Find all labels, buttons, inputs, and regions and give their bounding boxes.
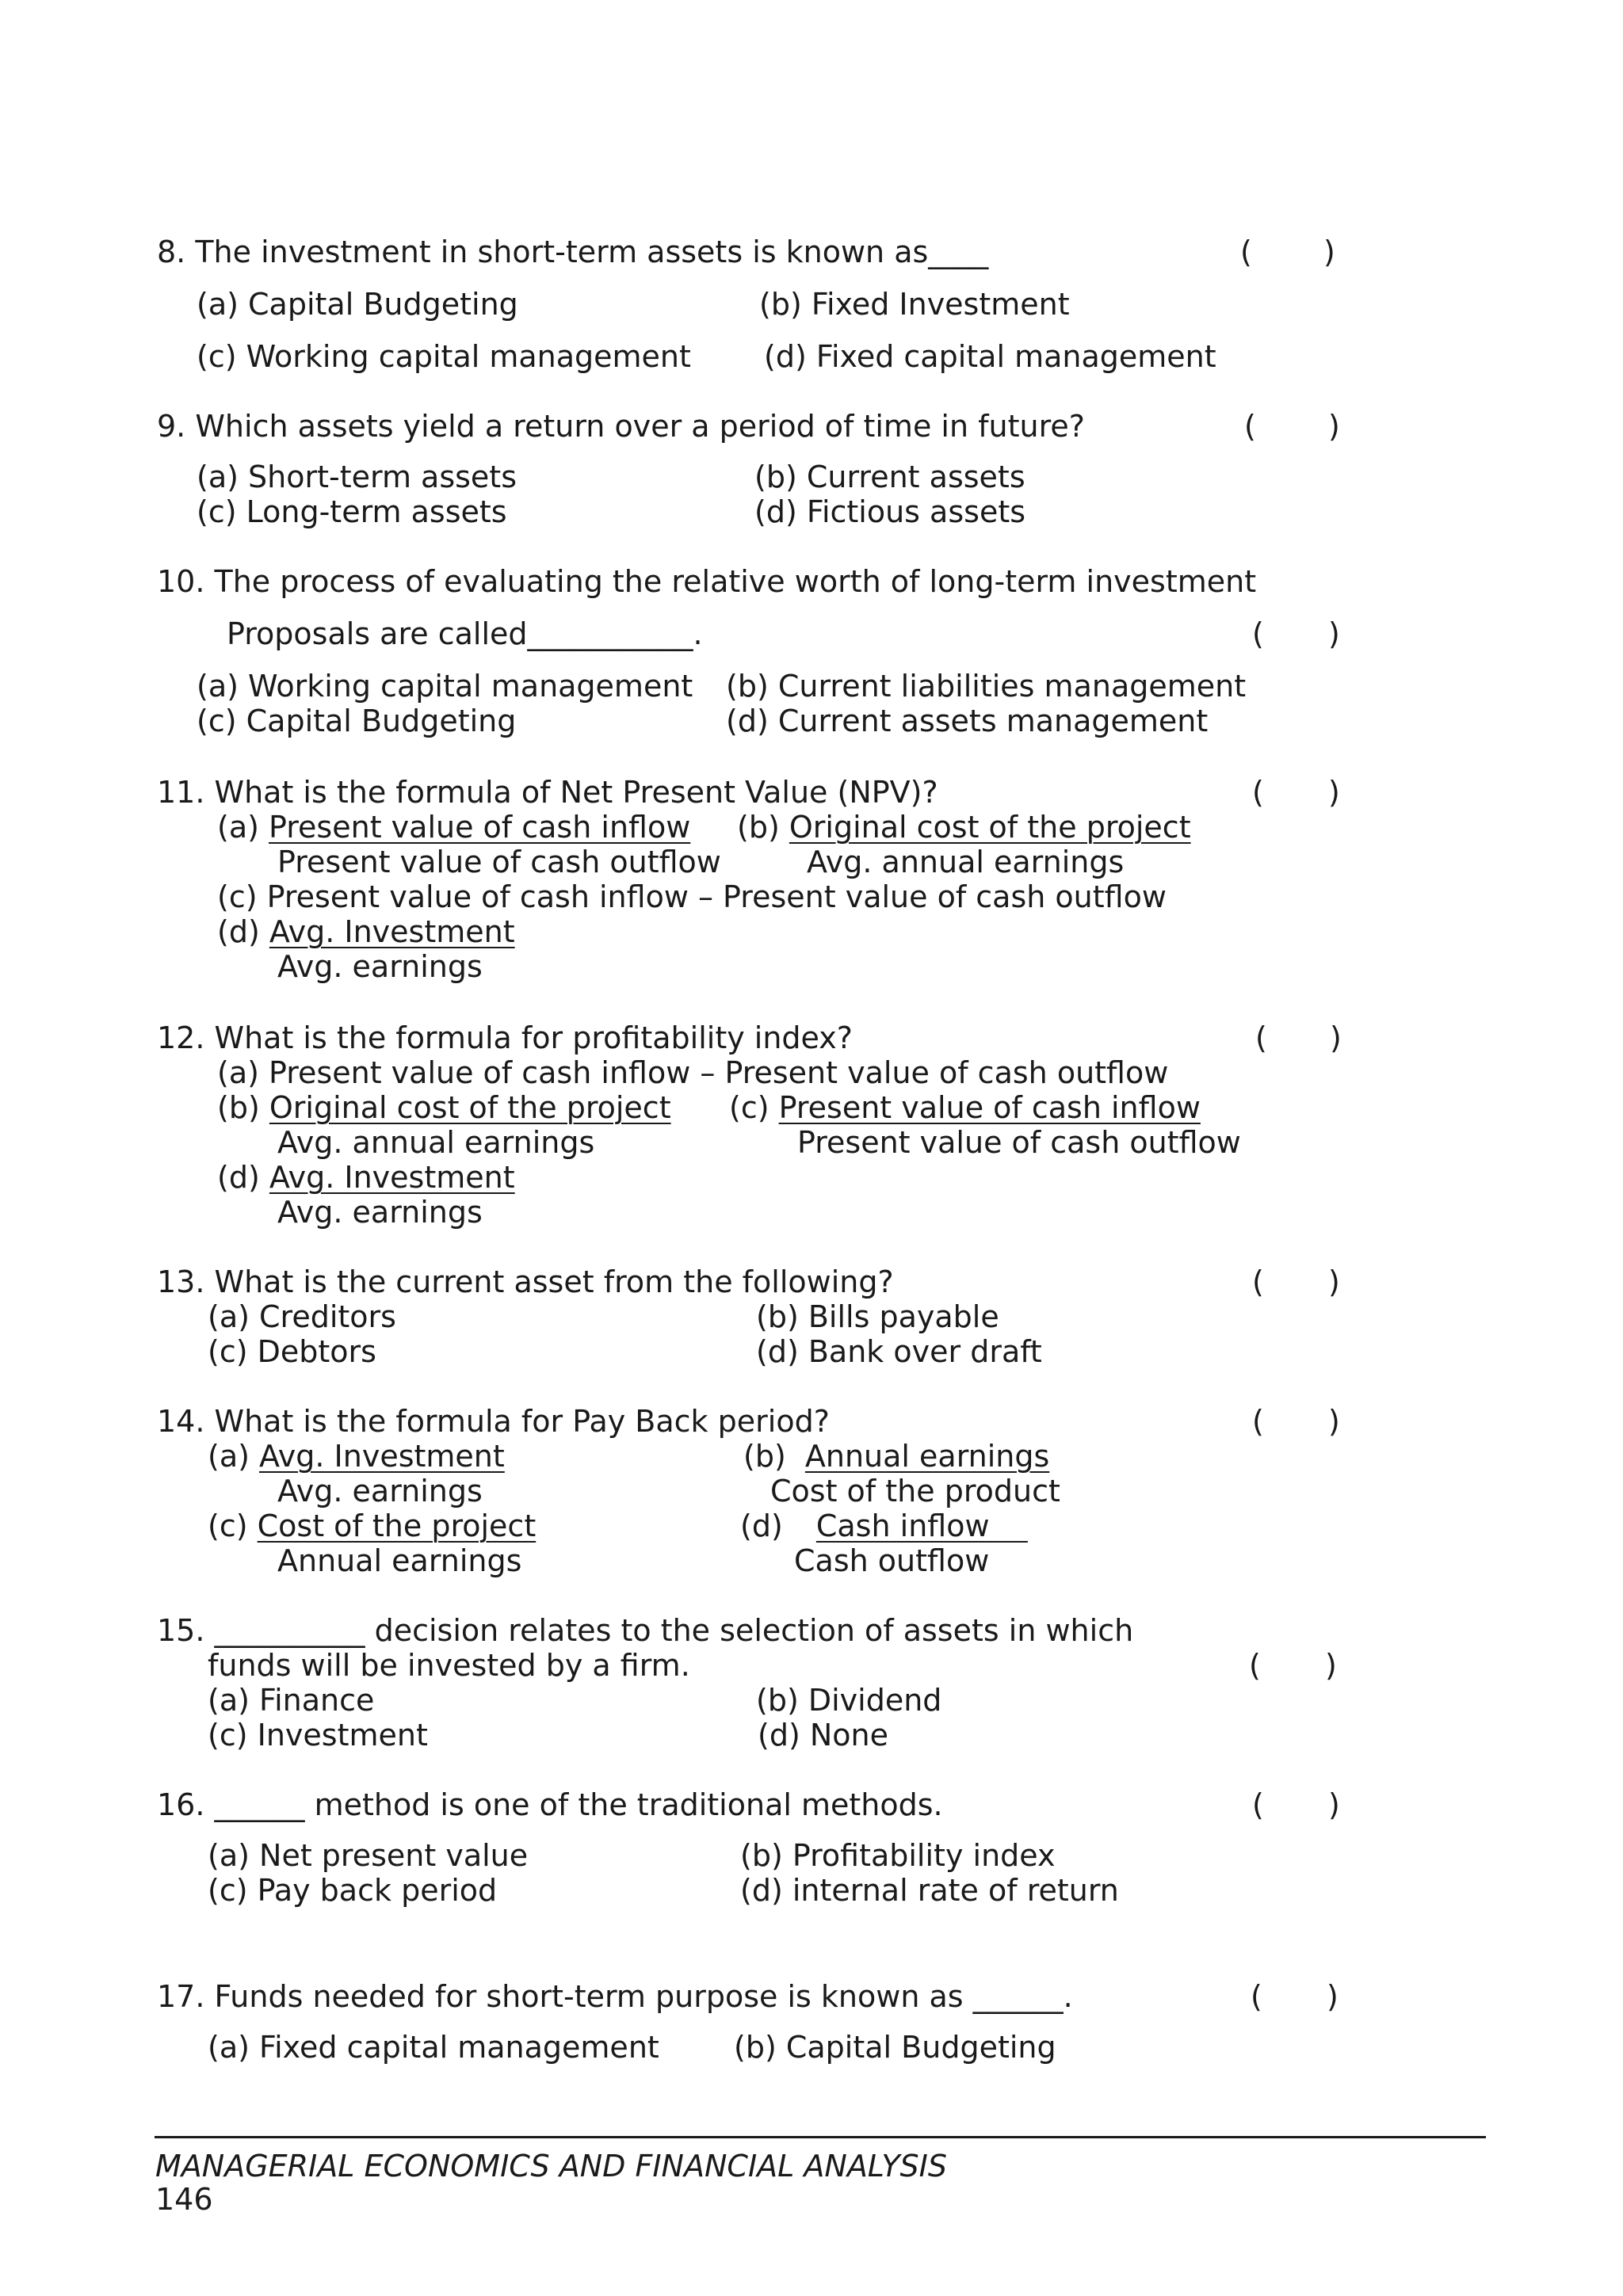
q14-option-c-numerator: Cost of the project: [257, 1508, 537, 1543]
q13-option-a: (a) Creditors: [208, 1299, 396, 1334]
q14-bracket-open: (: [1252, 1404, 1264, 1439]
q16-bracket-close: ): [1328, 1787, 1340, 1822]
q15-option-c: (c) Investment: [208, 1718, 428, 1753]
q9-stem: 9. Which assets yield a return over a period of time in future?: [157, 409, 1085, 444]
q11-stem: 11. What is the formula of Net Present Value (NPV)?: [157, 775, 938, 810]
q9-option-a: (a) Short-term assets: [197, 460, 517, 494]
footer-title: MANAGERIAL ECONOMICS AND FINANCIAL ANALYSIS: [155, 2149, 948, 2183]
q12-option-b-denominator: Avg. annual earnings: [277, 1125, 595, 1160]
q17-option-a: (a) Fixed capital management: [208, 2030, 659, 2065]
q15-option-b: (b) Dividend: [756, 1683, 942, 1718]
q10-bracket-open: (: [1252, 616, 1264, 651]
q14-option-b-numerator: Annual earnings: [804, 1439, 1050, 1474]
q11-option-b-prefix: (b): [737, 810, 789, 845]
q16-bracket-open: (: [1252, 1787, 1264, 1822]
q11-option-d-numerator: Avg. Investment: [269, 914, 515, 949]
q15-option-a: (a) Finance: [208, 1683, 375, 1718]
q13-option-c: (c) Debtors: [208, 1334, 376, 1369]
q11-option-b: [737, 810, 1191, 845]
q8-option-b: (b) Fixed Investment: [759, 287, 1070, 322]
q12-bracket-open: (: [1255, 1020, 1267, 1055]
q15-bracket-close: ): [1325, 1648, 1337, 1683]
q10-option-b: (b) Current liabilities management: [726, 669, 1247, 704]
q12-option-c-prefix: (c): [729, 1090, 779, 1125]
q10-option-c: (c) Capital Budgeting: [197, 704, 517, 738]
q11-option-a-prefix: (a): [217, 810, 269, 845]
q15-stem-line2: funds will be invested by a firm.: [208, 1648, 690, 1683]
q14-option-d-denominator: Cash outflow: [794, 1543, 990, 1578]
q12-option-d-numerator: Avg. Investment: [269, 1160, 515, 1195]
q16-option-d: (d) internal rate of return: [740, 1873, 1119, 1908]
q12-option-b-numerator: Original cost of the project: [269, 1090, 671, 1125]
q8-option-c: (c) Working capital management: [197, 339, 691, 374]
q14-bracket-close: ): [1328, 1404, 1340, 1439]
q17-bracket-close: ): [1327, 1979, 1338, 2014]
q15-bracket-open: (: [1249, 1648, 1261, 1683]
q14-option-b-denominator: Cost of the product: [770, 1474, 1060, 1508]
q9-bracket-open: (: [1244, 409, 1256, 444]
q14-option-c-denominator: Annual earnings: [277, 1543, 522, 1578]
q14-option-a: [208, 1439, 505, 1474]
q8-stem: 8. The investment in short-term assets is known as____: [157, 235, 989, 269]
q11-bracket-close: ): [1328, 775, 1340, 810]
q11-bracket-open: (: [1252, 775, 1264, 810]
q12-stem: 12. What is the formula for profitability index?: [157, 1020, 853, 1055]
q12-option-b: [217, 1090, 671, 1125]
q11-option-d-denominator: Avg. earnings: [277, 949, 483, 984]
q12-option-c-numerator: Present value of cash inflow: [778, 1090, 1201, 1125]
q16-stem: 16. ______ method is one of the traditional methods.: [157, 1787, 943, 1822]
q11-option-b-denominator: Avg. annual earnings: [807, 845, 1125, 879]
q16-option-b: (b) Profitability index: [740, 1838, 1056, 1873]
q12-option-c-denominator: Present value of cash outflow: [797, 1125, 1241, 1160]
q17-stem: 17. Funds needed for short-term purpose is known as ______.: [157, 1979, 1073, 2014]
q8-option-d: (d) Fixed capital management: [764, 339, 1216, 374]
q10-stem-line2: Proposals are called___________.: [227, 616, 703, 651]
q11-option-d-prefix: (d): [217, 914, 269, 949]
q10-stem-line1: 10. The process of evaluating the relative worth of long-term investment: [157, 564, 1257, 599]
q10-option-d: (d) Current assets management: [726, 704, 1209, 738]
q13-stem: 13. What is the current asset from the following?: [157, 1264, 894, 1299]
q14-option-a-prefix: (a): [208, 1439, 260, 1474]
q12-option-b-prefix: (b): [217, 1090, 269, 1125]
q14-option-a-numerator: Avg. Investment: [259, 1439, 505, 1474]
q14-option-b-prefix: (b): [743, 1439, 796, 1474]
q17-bracket-open: (: [1251, 1979, 1262, 2014]
q13-bracket-close: ): [1328, 1264, 1340, 1299]
q12-option-d-prefix: (d): [217, 1160, 269, 1195]
q16-option-a: (a) Net present value: [208, 1838, 529, 1873]
q8-bracket-open: (: [1240, 235, 1252, 269]
q11-option-a: [217, 810, 690, 845]
q14-option-d-numerator: Cash inflow: [815, 1508, 1028, 1543]
q11-option-d: [217, 914, 515, 949]
q12-option-d: [217, 1160, 515, 1195]
q9-option-b: (b) Current assets: [754, 460, 1025, 494]
q14-option-b: [743, 1439, 1049, 1474]
q11-option-c: (c) Present value of cash inflow – Present value of cash outflow: [217, 879, 1167, 914]
q13-bracket-open: (: [1252, 1264, 1264, 1299]
q16-option-c: (c) Pay back period: [208, 1873, 498, 1908]
q12-bracket-close: ): [1330, 1020, 1342, 1055]
q11-option-a-denominator: Present value of cash outflow: [277, 845, 721, 879]
q12-option-d-denominator: Avg. earnings: [277, 1195, 483, 1230]
q15-stem-line1: 15. __________ decision relates to the selection of assets in which: [157, 1613, 1134, 1648]
q12-option-a: (a) Present value of cash inflow – Present value of cash outflow: [217, 1055, 1169, 1090]
q17-option-b: (b) Capital Budgeting: [734, 2030, 1056, 2065]
q14-option-d: [740, 1508, 1028, 1543]
q10-option-a: (a) Working capital management: [197, 669, 693, 704]
q9-option-c: (c) Long-term assets: [197, 494, 507, 529]
q11-option-b-numerator: Original cost of the project: [789, 810, 1191, 845]
q12-option-c: [729, 1090, 1201, 1125]
q14-option-c-prefix: (c): [208, 1508, 258, 1543]
q9-option-d: (d) Fictious assets: [754, 494, 1026, 529]
q10-bracket-close: ): [1328, 616, 1340, 651]
q15-option-d: (d) None: [758, 1718, 888, 1753]
q8-option-a: (a) Capital Budgeting: [197, 287, 518, 322]
q13-option-b: (b) Bills payable: [756, 1299, 999, 1334]
q11-option-a-numerator: Present value of cash inflow: [269, 810, 691, 845]
q8-bracket-close: ): [1323, 235, 1335, 269]
q9-bracket-close: ): [1328, 409, 1340, 444]
footer-rule: [155, 2136, 1486, 2138]
q14-option-a-denominator: Avg. earnings: [277, 1474, 483, 1508]
q14-option-d-prefix: (d): [740, 1508, 792, 1543]
q14-option-c: [208, 1508, 536, 1543]
page-number: 146: [155, 2182, 213, 2217]
q13-option-d: (d) Bank over draft: [756, 1334, 1042, 1369]
q14-stem: 14. What is the formula for Pay Back period?: [157, 1404, 830, 1439]
